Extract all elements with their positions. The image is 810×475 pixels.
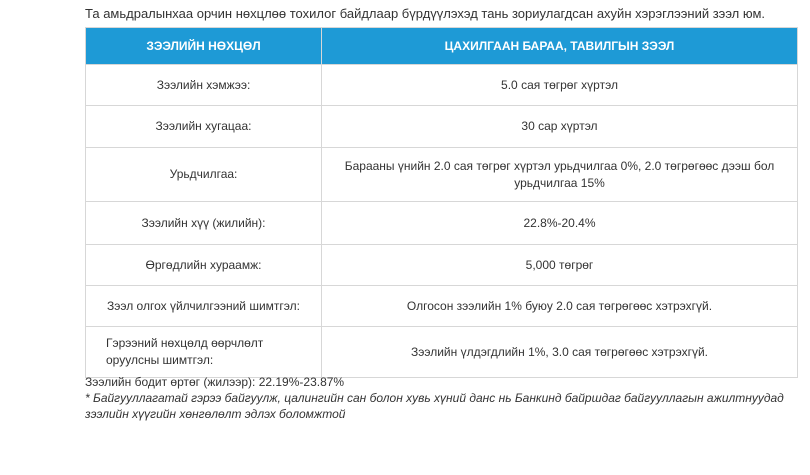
- effective-rate-text: Зээлийн бодит өртөг (жилээр): 22.19%-23.87%: [85, 375, 345, 389]
- table-row: [86, 202, 798, 245]
- table-header-row: [86, 28, 798, 65]
- row-label: Зээлийн хугацаа:: [86, 106, 322, 148]
- row-label: Гэрээний нөхцөлд өөрчлөлт оруулсны шимтгэл:: [86, 327, 322, 378]
- header-loan-type: ЦАХИЛГААН БАРАА, ТАВИЛГЫН ЗЭЭЛ: [322, 28, 798, 65]
- row-value: 5,000 төгрөг: [322, 245, 798, 286]
- table-row: [86, 106, 798, 148]
- row-label: Зээлийн хүү (жилийн):: [86, 202, 322, 245]
- row-value: 30 сар хүртэл: [322, 106, 798, 148]
- row-value: Зээлийн үлдэгдлийн 1%, 3.0 сая төгрөгөөс хэтрэхгүй.: [322, 327, 798, 378]
- intro-text: Та амьдралынхаа орчин нөхцлөө тохилог байдлаар бүрдүүлэхэд тань зориулагдсан ахуйн хэрэглээний зээл юм.: [85, 6, 766, 21]
- footnote-text: * Байгууллагатай гэрээ байгуулж, цалингийн сан болон хувь хүний данс нь Банкинд байршдаг байгууллагын ажилтнуудад зээлийн хүүгийн хөнгөлөлт эдлэх боломжтой: [85, 391, 784, 421]
- row-value: Барааны үнийн 2.0 сая төгрөг хүртэл урьдчилгаа 0%, 2.0 төгрөгөөс дээш бол урьдчилгаа 15%: [322, 148, 798, 202]
- header-conditions: ЗЭЭЛИЙН НӨХЦӨЛ: [86, 28, 322, 65]
- row-label: Урьдчилгаа:: [86, 148, 322, 202]
- row-label: Зээл олгох үйлчилгээний шимтгэл:: [86, 286, 322, 327]
- row-label: Зээлийн хэмжээ:: [86, 65, 322, 106]
- table-row: [86, 148, 798, 202]
- table-row: [86, 65, 798, 106]
- table-row: [86, 327, 798, 378]
- row-label: Өргөдлийн хураамж:: [86, 245, 322, 286]
- row-value: 5.0 сая төгрөг хүртэл: [322, 65, 798, 106]
- footer-notes: [85, 374, 800, 422]
- row-value: Олгосон зээлийн 1% буюу 2.0 сая төгрөгөөс хэтрэхгүй.: [322, 286, 798, 327]
- row-value: 22.8%-20.4%: [322, 202, 798, 245]
- table-row: [86, 245, 798, 286]
- table-row: [86, 286, 798, 327]
- loan-conditions-table: [85, 27, 798, 378]
